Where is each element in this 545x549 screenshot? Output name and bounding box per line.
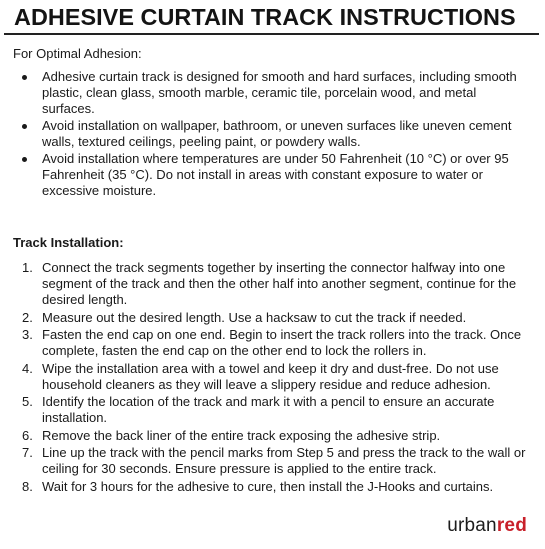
step-text: Wipe the installation area with a towel and keep it dry and dust-free. Do not use household cleaners as they will leave a slippery residue and reduce adhesion. xyxy=(42,360,499,392)
step-item xyxy=(0,445,540,477)
step-number: 7. xyxy=(22,445,33,460)
step-number: 4. xyxy=(22,360,33,376)
step-item xyxy=(0,361,540,393)
list-item xyxy=(0,151,535,199)
step-number: 8. xyxy=(22,478,33,494)
step-text: Line up the track with the pencil marks from Step 5 and press the track to the wall or ceiling for 30 seconds. Ensure pressure is applied to the entire track. xyxy=(42,445,526,476)
step-number: 5. xyxy=(22,394,33,409)
step-text: Measure out the desired length. Use a hacksaw to cut the track if needed. xyxy=(42,309,467,325)
brand-logo-part1: urban xyxy=(447,515,497,536)
bullet-text: Adhesive curtain track is designed for smooth and hard surfaces, including smooth plastic, clean glass, smooth marble, ceramic tile, porcelain wood, and metal surfaces. xyxy=(42,69,517,116)
step-text: Remove the back liner of the entire track exposing the adhesive strip. xyxy=(42,427,441,443)
brand-logo xyxy=(447,515,527,537)
step-item xyxy=(0,260,540,308)
step-number: 3. xyxy=(22,327,33,342)
step-text: Identify the location of the track and mark it with a pencil to ensure an accurate installation. xyxy=(42,394,495,425)
step-number: 1. xyxy=(22,260,33,275)
step-text: Wait for 3 hours for the adhesive to cure, then install the J-Hooks and curtains. xyxy=(42,478,494,494)
track-installation-heading: Track Installation: xyxy=(13,235,124,250)
list-item xyxy=(0,118,535,150)
bullet-icon xyxy=(22,157,27,162)
bullet-icon xyxy=(22,75,27,80)
step-number: 2. xyxy=(22,309,33,325)
step-item xyxy=(0,428,540,444)
bullet-text: Avoid installation on wallpaper, bathroom, or uneven surfaces like uneven cement walls, textured ceilings, peeling paint, or powdery walls. xyxy=(42,118,512,149)
installation-steps-list xyxy=(0,260,540,496)
list-item xyxy=(0,69,535,117)
brand-logo-part2: red xyxy=(496,515,527,536)
step-item xyxy=(0,394,540,426)
step-item xyxy=(0,327,540,359)
optimal-adhesion-heading: For Optimal Adhesion: xyxy=(13,46,142,61)
step-text: Connect the track segments together by inserting the connector halfway into one segment of the track and then the other half into another segment, continue for the desired length. xyxy=(42,260,517,307)
bullet-icon xyxy=(22,124,27,129)
bullet-text: Avoid installation where temperatures are under 50 Fahrenheit (10 °C) or over 95 Fahrenheit (35 °C). Do not install in areas with constant exposure to water or excessive moisture. xyxy=(42,151,509,198)
page-title: ADHESIVE CURTAIN TRACK INSTRUCTIONS xyxy=(14,4,516,30)
step-item xyxy=(0,310,540,326)
step-item xyxy=(0,479,540,495)
title-divider xyxy=(4,33,539,35)
step-number: 6. xyxy=(22,427,33,443)
step-text: Fasten the end cap on one end. Begin to insert the track rollers into the track. Once complete, fasten the end cap on the other end to lock the rollers in. xyxy=(42,327,522,358)
optimal-adhesion-list xyxy=(0,69,535,200)
